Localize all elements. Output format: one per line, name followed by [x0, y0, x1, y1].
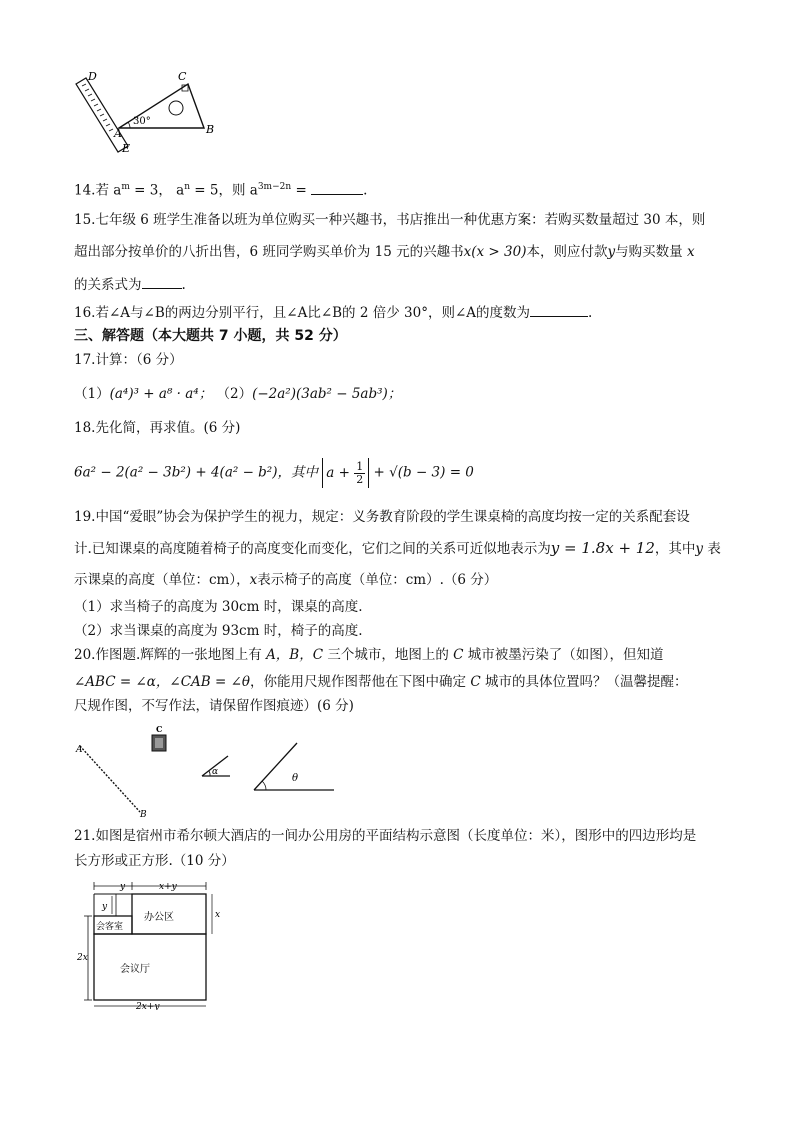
- room-meeting: 会议厅: [120, 964, 150, 975]
- dim-bottom: 2x+y: [136, 1002, 160, 1010]
- question-19-line1: 19.中国“爱眼”协会为保护学生的视力，规定：义务教育阶段的学生课桌椅的高度均按一定的关系配套设: [74, 509, 690, 525]
- answer-blank[interactable]: [142, 274, 182, 289]
- theta-label: θ: [292, 773, 299, 784]
- section-3-title: 三、解答题（本大题共 7 小题，共 52 分）: [74, 328, 347, 344]
- question-17-title: 17.计算：（6 分）: [74, 352, 183, 368]
- question-20-line1: 20.作图题.辉辉的一张地图上有 A，B，C 三个城市，地图上的 C 城市被墨污染了（如图），但知道: [74, 647, 664, 663]
- room-office: 办公区: [144, 912, 174, 923]
- fig20-label-b: B: [140, 810, 147, 820]
- fig13-label-b: B: [206, 123, 215, 136]
- question-21-line1: 21.如图是宿州市希尔顿大酒店的一间办公用房的平面结构示意图（长度单位：米），图形中的四边形均是: [74, 828, 697, 844]
- room-reception: 会客室: [96, 922, 124, 932]
- question-14: 14.若 $a^m = 3$， $a^n = 5$，则 $a^{3m-2n}$ = .: [74, 177, 367, 201]
- question-20-line2: ∠ABC = ∠α，∠CAB = ∠θ，你能用尺规作图帮他在下图中确定 C 城市的具体位置吗？（温馨提醒：: [74, 674, 688, 690]
- question-19-line3: 示课桌的高度（单位：cm），x表示椅子的高度（单位：cm）.（6 分）: [74, 572, 498, 588]
- question-18-expr: 6a² − 2(a² − 3b²) + 4(a² − b²)，其中 a + $\frac{1}{2}$ + √(b − 3) = 0: [74, 460, 474, 486]
- triangle-ruler-figure: [72, 66, 222, 156]
- floor-plan-figure: [76, 880, 226, 1010]
- fig13-angle: 30°: [133, 116, 151, 127]
- map-figure: [72, 726, 352, 821]
- dim-left-y: y: [102, 902, 108, 912]
- fig13-label-a: A: [114, 127, 122, 140]
- question-21-line2: 长方形或正方形.（10 分）: [74, 853, 235, 869]
- question-19-sub2: （2）求当课桌的高度为 93cm 时，椅子的高度.: [74, 623, 363, 639]
- fig13-label-c: C: [178, 70, 187, 83]
- question-17-parts: （1）(a⁴)³ + a⁸ · a⁴； （2）(−2a²)(3ab² − 5ab³)；: [74, 386, 402, 402]
- alpha-label: α: [212, 767, 219, 777]
- question-18-title: 18.先化简，再求值。(6 分): [74, 420, 241, 436]
- dim-top-xy: x+y: [159, 882, 177, 892]
- question-15-line2: 超出部分按单价的八折出售，6 班同学购买单价为 15 元的兴趣书x(x > 30)本，则应付款y与购买数量 x: [74, 244, 695, 260]
- question-15-line1: 15.七年级 6 班学生准备以班为单位购买一种兴趣书，书店推出一种优惠方案：若购买数量超过 30 本，则: [74, 212, 706, 228]
- dim-left-2x: 2x: [77, 953, 88, 963]
- fig20-label-c: C: [156, 726, 163, 734]
- fig20-label-a: A: [76, 745, 83, 755]
- question-20-line3: 尺规作图，不写作法，请保留作图痕迹）(6 分): [74, 698, 354, 714]
- fig13-label-e: E: [122, 142, 131, 155]
- question-15-line3: 的关系式为 .: [74, 274, 186, 295]
- dim-top-y: y: [120, 882, 126, 892]
- question-16: 16.若∠A与∠B的两边分别平行，且∠A比∠B的 2 倍少 30°，则∠A的度数为 .: [74, 302, 592, 323]
- answer-blank[interactable]: [311, 180, 363, 195]
- dim-right-x: x: [215, 910, 221, 920]
- answer-blank[interactable]: [530, 302, 588, 317]
- question-19-line2: 计.已知课桌的高度随着椅子的高度变化而变化，它们之间的关系可近似地表示为y = 1.8x + 12，其中y 表: [74, 539, 721, 557]
- question-19-sub1: （1）求当椅子的高度为 30cm 时，课桌的高度.: [74, 599, 363, 615]
- fig13-label-d: D: [88, 70, 97, 83]
